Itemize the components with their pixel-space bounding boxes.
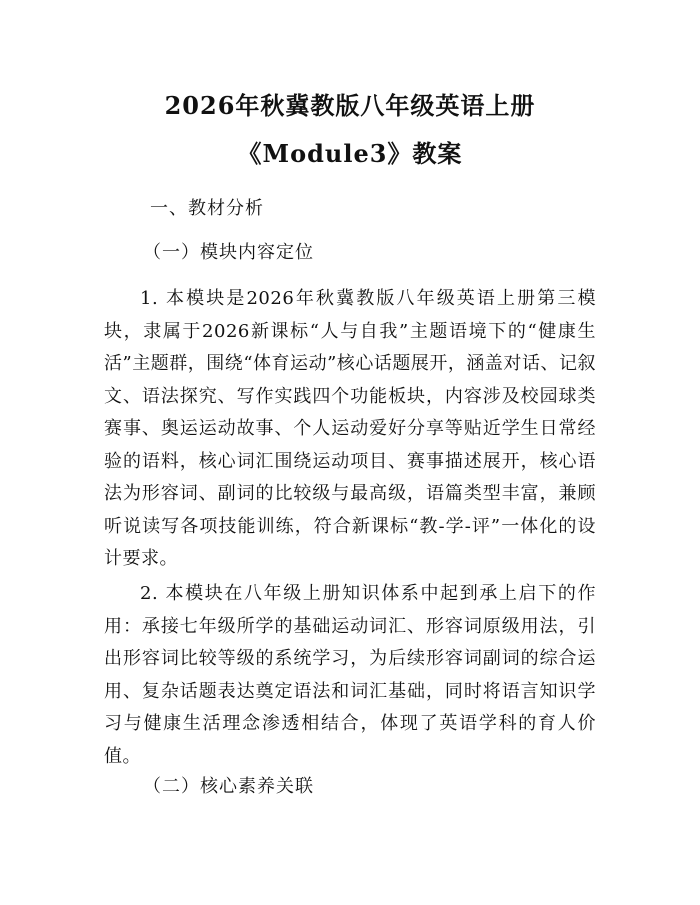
paragraph-1: 1. 本模块是2026年秋冀教版八年级英语上册第三模块，隶属于2026新课标“人与自我”主题语境下的“健康生活”主题群，围绕“体育运动”核心话题展开，涵盖对话、记叙文、语法探究、写作实践四个功能板块，内容涉及校园球类赛事、奥运运动故事、个人运动爱好分享等贴近学生日常经验的语料，核心词汇围绕运动项目、赛事描述展开，核心语法为形容词、副词的比较级与最高级，语篇类型丰富，兼顾听说读写各项技能训练，符合新课标“教-学-评”一体化的设计要求。 <box>104 288 596 569</box>
section-heading-textbook-analysis: 一、教材分析 <box>150 198 264 219</box>
subsection-heading-core-literacy: （二）核心素养关联 <box>143 776 314 797</box>
document-title-line-1: 2026年秋冀教版八年级英语上册 <box>164 91 536 120</box>
subsection-heading-module-positioning: （一）模块内容定位 <box>143 242 314 263</box>
document-title-line-2: 《Module3》教案 <box>237 139 463 168</box>
paragraph-2: 2. 本模块在八年级上册知识体系中起到承上启下的作用：承接七年级所学的基础运动词汇、形容词原级用法，引出形容词比较等级的系统学习，为后续形容词副词的综合运用、复杂话题表达奠定语法和词汇基础，同时将语言知识学习与健康生活理念渗透相结合，体现了英语学科的育人价值。 <box>104 583 596 767</box>
